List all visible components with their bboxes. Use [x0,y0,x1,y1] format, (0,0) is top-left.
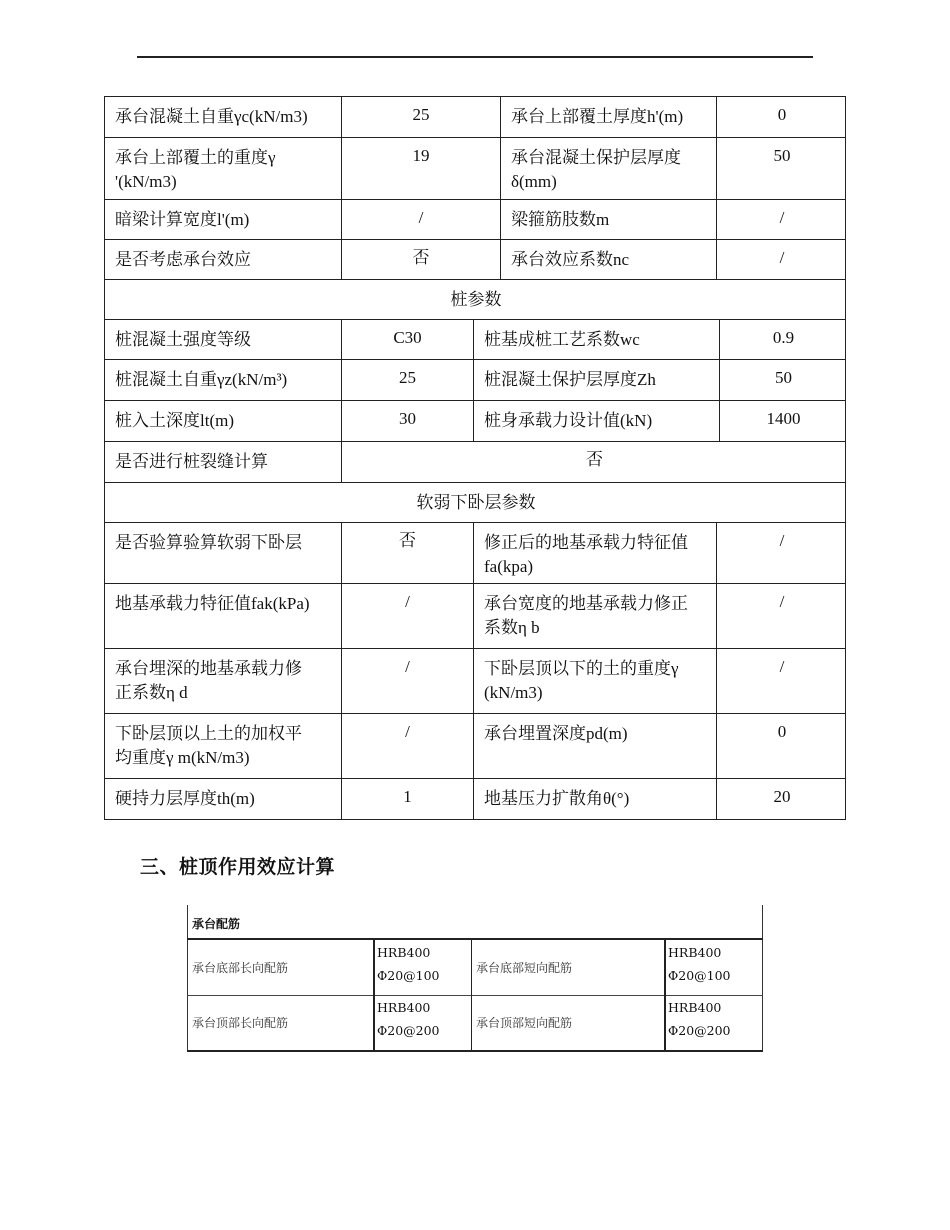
param-label: 承台埋置深度pd(m) [473,714,716,778]
rebar-grade: HRB400 [668,1000,722,1015]
section-title: 软弱下卧层参数 [416,493,536,512]
param-value: 50 [719,360,847,400]
param-label: 承台混凝土保护层厚度 δ(mm) [500,138,716,199]
param-label: 桩混凝土强度等级 [115,330,251,349]
table-row [104,240,846,280]
param-label: 暗梁计算宽度l'(m) [115,210,250,229]
table-row [104,714,846,779]
param-label: 桩身承载力设计值(kN) [473,401,719,441]
param-value: 否 [341,523,473,583]
param-label: 是否考虑承台效应 [115,250,251,269]
rebar-value [377,996,440,1042]
param-value: 30 [341,401,473,441]
param-label: 梁箍筋肢数m [500,200,716,239]
param-label: 桩入土深度lt(m) [115,411,234,430]
rebar-spacing: Φ20@200 [377,1023,440,1038]
rebar-spacing: Φ20@200 [668,1023,731,1038]
table-row [104,200,846,240]
param-label: 是否进行桩裂缝计算 [115,452,268,471]
rebar-grade: HRB400 [377,1000,431,1015]
param-value: 20 [716,779,847,819]
param-value: 1400 [719,401,847,441]
rebar-value [668,996,731,1042]
rebar-table-title: 承台配筋 [192,917,241,931]
rebar-grade: HRB400 [668,945,722,960]
param-label: 是否验算验算软弱下卧层 [115,533,302,552]
param-value: / [716,584,847,648]
param-label: 桩混凝土保护层厚度Zh [473,360,719,400]
rebar-spacing: Φ20@100 [668,968,731,983]
rebar-spacing: Φ20@100 [377,968,440,983]
rebar-label: 承台底部长向配筋 [192,961,289,975]
param-label: 承台上部覆土厚度h'(m) [500,97,716,137]
param-value: C30 [341,320,473,359]
section-heading: 三、桩顶作用效应计算 [140,856,336,878]
param-value: 25 [341,360,473,400]
param-label: 修正后的地基承载力特征值 fa(kpa) [473,523,716,583]
table-row [104,320,846,360]
table-row [104,138,846,200]
table-section-row [104,280,846,320]
param-value: / [716,649,847,713]
param-label: 地基承载力特征值fak(kPa) [115,594,310,613]
rebar-grade: HRB400 [377,945,431,960]
table-section-row [104,483,846,523]
rebar-value [377,941,440,987]
param-label: 地基压力扩散角θ(°) [473,779,716,819]
param-value: 否 [341,240,500,279]
param-value: / [716,523,847,583]
parameter-table [104,96,846,820]
param-value: 0 [716,714,847,778]
param-value: / [341,714,473,778]
table-row [104,584,846,649]
param-label: 承台混凝土自重γc(kN/m3) [115,107,308,126]
param-label: 下卧层顶以上土的加权平 均重度γ m(kN/m3) [115,724,302,767]
rebar-label: 承台顶部短向配筋 [476,1016,573,1030]
rebar-value [668,941,731,987]
param-value: 0 [716,97,847,137]
param-value: 1 [341,779,473,819]
table-row [104,360,846,401]
param-value: 19 [341,138,500,199]
rebar-table [187,905,763,1052]
param-value: 25 [341,97,500,137]
param-value: / [716,200,847,239]
param-label: 下卧层顶以下的土的重度γ (kN/m3) [473,649,716,713]
param-label: 硬持力层厚度th(m) [115,789,255,808]
section-title: 桩参数 [450,290,502,309]
param-label: 承台宽度的地基承载力修正 系数η b [473,584,716,648]
param-value: 0.9 [719,320,847,359]
param-label: 承台埋深的地基承载力修 正系数η d [115,659,302,702]
param-value: 否 [341,442,847,482]
param-value: / [341,200,500,239]
param-label: 桩基成桩工艺系数wc [473,320,719,359]
table-row [104,523,846,584]
rebar-label: 承台底部短向配筋 [476,961,573,975]
param-value: 50 [716,138,847,199]
param-value: / [341,584,473,648]
param-value: / [716,240,847,279]
header-rule [137,56,813,58]
table-row [104,401,846,442]
param-label: 承台上部覆土的重度γ '(kN/m3) [115,148,276,191]
param-label: 承台效应系数nc [500,240,716,279]
table-row [104,442,846,483]
param-value: / [341,649,473,713]
table-row [104,96,846,138]
param-label: 桩混凝土自重γz(kN/m³) [115,370,288,389]
table-row [104,649,846,714]
table-row [104,779,846,820]
rebar-label: 承台顶部长向配筋 [192,1016,289,1030]
